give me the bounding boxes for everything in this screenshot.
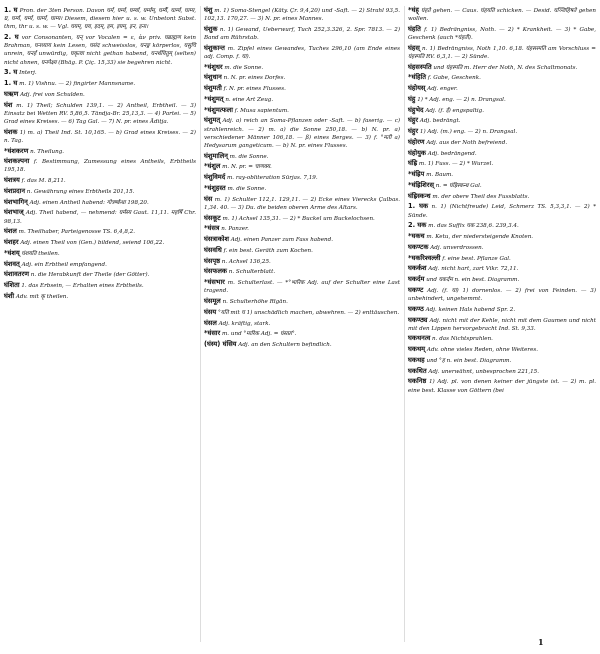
entry-headword: घंशवत् <box>4 259 20 268</box>
entry-headword: घंहुभेद <box>408 105 424 114</box>
entry-headword: घकर्कश <box>408 264 427 273</box>
dictionary-entry <box>408 345 596 354</box>
entry-definition: m. 1) Achsel 135,31. — 2) * Buckel um Buckelochsen. <box>222 215 375 222</box>
entry-definition: n. Panzer. <box>221 226 249 233</box>
dictionary-entry <box>4 90 196 99</box>
entry-definition: m. 1) Soma-Stengel (Kāty. Çr. 9,4,20) und -Saft. — 2) Strahl 93,5. 102,13. 170,27. — 3) N. pr. eines Mannes. <box>204 8 400 23</box>
entry-headword: घकथम् <box>408 345 426 354</box>
entry-headword: 1. घ <box>4 79 18 88</box>
entry-headword: घकण्टक <box>408 242 429 251</box>
entry-headword: घंसय <box>204 307 217 316</box>
entry-headword: 2. घक <box>408 221 427 230</box>
entry-definition: und घंहस्पति m. Herr der Noth, N. des Schaltmonats. <box>433 64 578 71</box>
dictionary-entry <box>408 44 596 61</box>
entry-headword: *घंह्रिशिरस् <box>408 180 434 189</box>
dictionary-entry <box>408 95 596 104</box>
entry-definition: und °ह n. ein best. Diagramm. <box>426 357 512 364</box>
entry-headword: घंशिता <box>4 281 20 290</box>
dictionary-entry <box>4 227 196 236</box>
dictionary-entry <box>408 106 596 115</box>
entry-headword: घंहोयुक <box>408 148 426 157</box>
entry-headword: घंह्रि <box>408 159 418 168</box>
dictionary-entry <box>204 73 400 82</box>
entry-headword: घंस <box>204 194 213 203</box>
dictionary-entry <box>408 221 596 230</box>
entry-headword: घंहति <box>408 24 421 33</box>
entry-definition: n. Schulterblatt. <box>228 269 276 276</box>
entry-headword: 1. घक <box>408 202 429 211</box>
entry-headword: *घंसभार <box>204 278 225 287</box>
entry-headword: घकर्दम <box>408 275 425 284</box>
entry-headword: *घंशुहस्त <box>204 183 226 192</box>
entry-definition: Adj. unerwähnt, unbesprochen 221,15. <box>428 368 540 375</box>
entry-headword: *घंह्रिप <box>408 170 425 179</box>
dictionary-entry <box>4 128 196 145</box>
dictionary-entry <box>408 286 596 303</box>
entry-headword: घकथित <box>408 366 427 375</box>
entry-definition: m. die Sonne. <box>224 64 264 71</box>
dictionary-entry <box>204 106 400 115</box>
column-divider <box>404 6 405 642</box>
entry-headword: घंशुविमर्द <box>204 173 226 182</box>
entry-definition: m. 1) Schulter 112,1. 129,11. — 2) Ecke eines Vierecks Çulbas. 1,34. 40. — 3) Du. die beiden oberen Arme des Altars. <box>204 196 400 211</box>
entry-definition: m. Baum. <box>426 172 454 179</box>
entry-definition: m. 1) Fuss. — 2) * Wurzel. <box>418 161 494 168</box>
page-number: 1 <box>538 637 544 647</box>
dictionary-entry <box>408 243 596 252</box>
dictionary-entry <box>4 101 196 126</box>
entry-definition: f. Bestimmung, Zumessung eines Antheils, Erbtheils 195,18. <box>4 159 196 174</box>
entry-headword: घंशु <box>204 6 213 14</box>
entry-headword: 3. घ <box>4 68 18 77</box>
entry-definition: m. Theilhaber, Parteigenosse TS. 6,4,8,2. <box>18 229 135 236</box>
entry-headword: घंशुमत् <box>204 116 221 125</box>
dictionary-entry <box>4 238 196 247</box>
entry-definition: n. 1) (Nichtfreude) Leid, Schmerz TS. 5,3,3,1. — 2) * Sünde. <box>408 204 596 219</box>
dictionary-entry <box>4 270 196 279</box>
entry-definition: Adj. einen Theil von (Gen.) bildend, seiend 106,22. <box>20 240 165 247</box>
entry-definition: n. = घंह्रिस्कन्ध Gal. <box>435 182 482 189</box>
entry-headword: *घंसत्र <box>204 224 220 233</box>
dictionary-entry <box>408 73 596 82</box>
entry-headword: घंह्रिस्कन्ध <box>408 191 431 200</box>
entry-definition: Adj. unverdrossen. <box>430 244 484 251</box>
entry-headword: घंहुर <box>408 116 419 125</box>
entry-headword: *घंशुमत्फला <box>204 105 233 114</box>
entry-definition: घंहते gehen. — Caus. घंहयति schicken. — Desid. घञ्जिहिषते gehen wollen. <box>408 8 596 23</box>
entry-definition: 1) m. a) Theil Ind. St. 10,165. — b) Grad eines Kreises. — 2) n. Tag. <box>4 129 196 144</box>
entry-headword: घंहु <box>408 94 416 103</box>
entry-headword: घंशुमालिन् <box>204 151 228 160</box>
dictionary-entry <box>408 367 596 376</box>
entry-definition: n. 1) Bedrängniss, Noth 1,10. 6,18. घंहसस्पति am Vorschluss = घंहस्पति RV. 6,3,1. — 2) Sünde. <box>408 45 596 60</box>
dictionary-entry <box>408 377 596 394</box>
dictionary-entry <box>204 257 400 266</box>
entry-headword: घंशकल्पना <box>4 157 30 166</box>
dictionary-entry <box>4 260 196 269</box>
dictionary-entry <box>204 184 400 193</box>
entry-definition: m. Ketu, der niedersteigende Knoten. <box>426 234 534 241</box>
column-left <box>4 6 196 303</box>
entry-definition: 1. das Erbsein, — Erhalten eines Erbtheils. <box>21 283 144 290</box>
entry-definition: Adj. keinen Hals habend Spr. 2. <box>425 306 516 313</box>
entry-headword: घंसकूट <box>204 213 221 222</box>
dictionary-entry <box>204 329 400 338</box>
entry-definition: m. N. pr. = चाणक्य. <box>222 164 272 171</box>
dictionary-entry <box>4 208 196 225</box>
entry-definition: Interj. <box>19 70 37 77</box>
entry-definition: vor Consonanten, घन् vor Vocalen = ε, ἀν priv. घब्राह्मण kein Brahman, घनध्याय kein Lesen, घसंद schweisslos, घनङ्ग körperlos, घसुचि unrein, घनर्ह unwürdig, घकृत्वा nicht gethan habend, घनर्थयितुम् (selten) nicht ahnen, घनपेक्ष्य (Bhāg. P. Çiç. 15,33) sie begehren nicht. <box>4 35 196 66</box>
entry-headword: *घंह् <box>408 6 419 14</box>
entry-definition: n. das Nichtsprahlen. <box>432 336 493 343</box>
dictionary-entry <box>4 79 196 88</box>
dictionary-entry <box>408 181 596 190</box>
dictionary-entry <box>4 147 196 156</box>
dictionary-entry <box>408 127 596 136</box>
dictionary-entry <box>204 235 400 244</box>
dictionary-entry <box>204 6 400 23</box>
entry-definition: Adj. an den Schultern befindlich. <box>238 342 332 348</box>
dictionary-entry <box>204 162 400 171</box>
dictionary-entry <box>204 319 400 328</box>
entry-definition: f. Gabe, Geschenk. <box>427 75 481 82</box>
dictionary-entry <box>204 278 400 295</box>
entry-headword: घंशावतरण <box>4 270 29 279</box>
dictionary-entry <box>408 159 596 168</box>
entry-headword: घंसमूल <box>204 297 221 305</box>
dictionary-entry <box>204 95 400 104</box>
entry-definition: Adj. (f. घा) 1) dornenlos. — 2) frei von Feinden. — 3) unbehindert, ungehemmt. <box>408 287 596 303</box>
dictionary-entry <box>204 173 400 182</box>
dictionary-entry <box>204 267 400 276</box>
dictionary-entry <box>204 340 400 349</box>
entry-definition: f. 1) Bedrängniss, Noth. — 2) * Krankheit. — 3) * Gabe, Geschenk (auch *घंहती). <box>408 26 597 42</box>
entry-headword: घकथनत्व <box>408 334 431 343</box>
entry-headword: *घंशुधर <box>204 62 223 71</box>
dictionary-entry <box>408 316 596 333</box>
dictionary-entry <box>4 249 196 258</box>
entry-definition: und घकर्दम n. ein best. Diagramm. <box>426 277 520 284</box>
entry-headword: *घकरिश्वल्ली <box>408 253 441 262</box>
entry-definition: f. Musa sapientum. <box>234 107 289 114</box>
entry-definition: Adj. Theil habend, — nehmend: घर्मस्य Gaut. 11,11. महर्षि Chr. 98,13. <box>4 210 197 225</box>
dictionary-entry <box>408 305 596 314</box>
dictionary-entry <box>4 68 196 77</box>
entry-definition: Adj. nicht hart, zart Vikr. 72,11. <box>428 266 519 273</box>
entry-headword: घंहस् <box>408 43 420 52</box>
entry-headword: घंहसस्पति <box>408 62 432 71</box>
entry-definition: Adj. ein Erbtheil empfangend. <box>21 261 107 268</box>
dictionary-entry <box>204 308 400 317</box>
entry-headword: घंशुधान <box>204 73 222 82</box>
column-middle <box>204 6 400 351</box>
entry-definition: Adj. a) reich an Soma-Pflanzen oder -Saft. — b) faserig. — c) strahlenreich. — 2) m. a) die Sonne 250,18. — b) N. pr. a) verschiedener Männer 106,18. — β) eines Berges. — 3) f. °मती a) Hedysarum gangeticum. — b) N. pr. eines Flusses. <box>204 118 401 149</box>
entry-headword: घंसफलक <box>204 267 227 276</box>
entry-headword: घंशक <box>4 127 18 136</box>
dictionary-entry <box>4 281 196 290</box>
entry-definition: Adj. nicht mit der Kehle, nicht mit dem Gaumen und nicht mit den Lippen hervorgebracht Ind. St. 9,33. <box>408 317 596 332</box>
dictionary-entry <box>408 170 596 179</box>
entry-headword: घंशी <box>4 291 15 300</box>
dictionary-entry <box>408 84 596 93</box>
entry-headword: घकण्ट <box>408 285 424 294</box>
entry-headword: *घंशकरण <box>4 146 29 155</box>
entry-definition: m. das Suffix घक 238,6. 239,3.4. <box>428 223 519 230</box>
entry-headword: घंसपृष्ठ <box>204 256 220 265</box>
entry-definition: Adj. einen Panzer zum Fass habend. <box>230 237 333 244</box>
dictionary-entry <box>204 246 400 255</box>
entry-headword: 1. घ <box>4 6 18 14</box>
dictionary-entry <box>408 202 596 219</box>
dictionary-entry <box>408 356 596 365</box>
dictionary-entry <box>4 198 196 207</box>
entry-definition: n. Schulterhöhe Rīgān. <box>222 299 288 305</box>
dictionary-entry <box>4 187 196 196</box>
dictionary-entry <box>4 176 196 185</box>
entry-definition: n. Theilung. <box>30 148 65 155</box>
entry-definition: Adj. (f. ई) engspaltig. <box>425 107 485 114</box>
entry-definition: Adj. bedrängt. <box>419 118 461 125</box>
entry-definition: n. 1) Gewand, Ueberwurf, Tuch 252,3.326, 2. Spr. 7813. — 2) Band am Rührstab. <box>204 26 401 42</box>
entry-definition: घंशयति theilen. <box>21 250 60 257</box>
entry-definition: Adj. aus der Noth befreiend. <box>426 139 508 146</box>
entry-headword: घंशभाज् <box>4 208 24 217</box>
entry-headword: घंशुकान्त <box>204 43 225 52</box>
entry-definition: f. eine best. Pflanze Gal. <box>442 255 511 262</box>
entry-headword: घंशुमती <box>204 84 222 93</box>
entry-headword: *घंशुल <box>204 162 221 171</box>
dictionary-entry <box>408 264 596 273</box>
dictionary-entry <box>408 116 596 125</box>
entry-definition: m. der obere Theil des Fussblatts. <box>432 193 530 200</box>
entry-headword: घंशहर <box>4 238 19 247</box>
entry-headword: घंसत्राकोश <box>204 235 229 244</box>
entry-headword: *घंसार <box>204 329 221 338</box>
entry-headword: घंहोरण <box>408 137 425 146</box>
dictionary-entry <box>408 63 596 72</box>
dictionary-entry <box>408 25 596 42</box>
entry-definition: Adj. enger. <box>427 86 458 93</box>
dictionary-entry <box>204 116 400 150</box>
dictionary-entry <box>4 157 196 174</box>
entry-headword: *घंशय् <box>4 248 20 257</box>
entry-definition: Adj. einen Antheil habend: गोत्रर्ष्कथा 198,20. <box>29 199 149 206</box>
entry-headword: घंशप्रदान <box>4 186 26 195</box>
entry-definition: m. ray-obliteration Sūrjas. 7,19. <box>226 175 318 182</box>
entry-headword: घकण्ठ्य <box>408 315 428 324</box>
entry-headword: घंसवधि <box>204 245 222 254</box>
entry-headword: घंहुर <box>408 127 419 136</box>
dictionary-entry <box>408 275 596 284</box>
entry-headword: घंशभागिन् <box>4 197 28 206</box>
entry-headword: *घंशुमत् <box>204 94 224 103</box>
entry-definition: m. Zipfel eines Gewandes, Tuches 296,10 (am Ende eines adj. Comp. f. घा). <box>204 45 401 60</box>
entry-definition: m. 1) Vishnu. — 2) fingirter Mannsname. <box>19 81 136 88</box>
entry-definition: f. ein best. Geräth zum Kochen. <box>223 247 313 254</box>
entry-headword: घंशत्रय <box>4 176 20 185</box>
entry-headword: *घंहिति <box>408 73 427 82</box>
entry-headword: (घंस्य) घंसिय <box>204 340 237 348</box>
dictionary-entry <box>408 254 596 263</box>
entry-definition: Adj. frei von Schulden. <box>20 91 85 98</box>
dictionary-entry <box>4 292 196 301</box>
entry-headword: घंशल <box>4 227 17 236</box>
dictionary-entry <box>408 192 596 201</box>
dictionary-entry <box>4 6 196 31</box>
dictionary-entry <box>204 297 400 306</box>
entry-definition: 1) * Adj. eng. — 2) n. Drangsal. <box>417 96 506 103</box>
entry-definition: n. eine Art Zeug. <box>225 96 274 103</box>
dictionary-entry <box>204 224 400 233</box>
dictionary-entry <box>408 6 596 23</box>
entry-headword: घकनिष्ठ <box>408 377 427 386</box>
dictionary-entry <box>408 138 596 147</box>
entry-definition: f. N. pr. eines Flusses. <box>223 86 286 93</box>
entry-definition: Pron. der 3ten Person. Davon घर्म, घर्म्य, घर्म्या, घर्म्यम्, घर्म्यै, घार्म्य, घाम्य, घ्र, घर्म्य, घर्म्य, घार्म्य, घाम्य। Diesem, diesem hier u. s. w. Unbetont Subst. thm, thr u. s. w. — Vgl. घयम्, घय, इदम्, इम, इयम्, इन, इना। <box>4 8 196 31</box>
entry-definition: 1) Adj. pl. von denen keiner der jüngste ist. — 2) m. pl. eine best. Klasse von Göttern (bei <box>408 379 596 394</box>
entry-definition: m. und °मारिक Adj. = घंसप्रा°. <box>222 331 297 338</box>
entry-definition: m. 1) Theil; Schulden 139,1. — 2) Antheil, Erbtheil. — 3) Einsatz bei Wetten RV. 5,86,5. Tāndja-Br. 25,13,3. — 4) Partei. — 5) Grad eines Kreises. — 6) Tag Gal. — 7) N. pr. eines Āditja. <box>4 102 197 125</box>
entry-definition: n. die Herabkunft der Theile (der Götter). <box>30 272 150 279</box>
entry-headword: घकथह <box>408 355 425 364</box>
dictionary-entry <box>408 232 596 241</box>
entry-definition: Adj. kräftig, stark. <box>218 320 271 327</box>
entry-definition: 1) Adj. (m.) eng. — 2) n. Drangsal. <box>419 129 518 136</box>
entry-headword: *घकच <box>408 232 425 241</box>
entry-headword: 2. घ <box>4 33 19 42</box>
dictionary-entry <box>408 149 596 158</box>
entry-headword: घंश <box>4 100 13 109</box>
dictionary-entry <box>204 63 400 72</box>
entry-definition: n. N. pr. eines Dorfes. <box>223 75 286 82</box>
dictionary-entry <box>204 44 400 61</box>
entry-definition: Adv. ohne vieles Reden, ohne Weiteres. <box>426 347 539 354</box>
entry-headword: घंहोयस् <box>408 84 426 93</box>
entry-definition: f. das M. 8,211. <box>21 178 66 185</box>
dictionary-entry <box>204 214 400 223</box>
entry-headword: घकण्ठ <box>408 304 424 313</box>
entry-definition: Adj. bedrängend. <box>427 150 477 157</box>
entry-definition: n. Achsel 136,25. <box>221 258 271 265</box>
dictionary-entry <box>204 84 400 93</box>
entry-definition: Adv. mit कृ theilen. <box>15 293 69 300</box>
entry-headword: घंसल <box>204 318 217 327</box>
entry-definition: °यति mit घ 1) unschädlich machen, abwehren. — 2) enttäuschen. <box>217 309 400 316</box>
entry-definition: n. Gewährung eines Erbtheils 201,15. <box>26 188 135 195</box>
dictionary-entry <box>204 195 400 212</box>
dictionary-entry <box>204 152 400 161</box>
entry-definition: m. Schulterlast. — *°भारिक Adj. auf der Schulter eine Last tragend. <box>204 280 400 295</box>
entry-headword: घंशुक <box>204 24 218 33</box>
entry-definition: m. die Sonne. <box>229 153 269 160</box>
entry-definition: m. die Sonne. <box>227 185 267 192</box>
dictionary-entry <box>408 334 596 343</box>
dictionary-entry <box>204 25 400 42</box>
column-divider <box>200 6 201 642</box>
column-right <box>408 6 596 396</box>
entry-headword: घऋण <box>4 89 19 98</box>
dictionary-entry <box>4 33 196 67</box>
